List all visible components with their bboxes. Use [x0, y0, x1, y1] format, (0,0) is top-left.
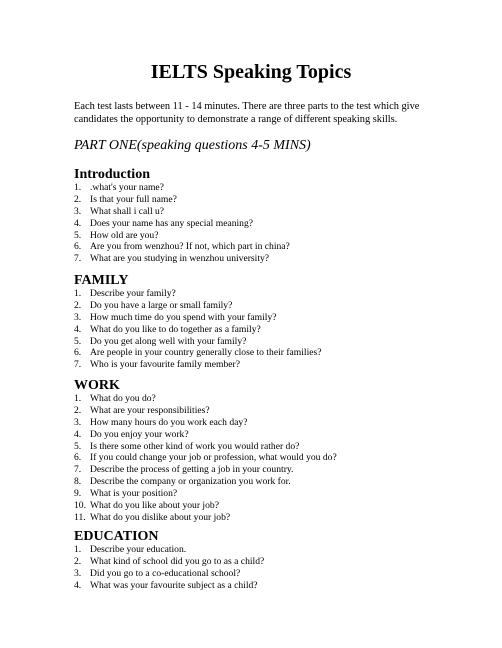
question-text: Describe the process of getting a job in your country. [90, 464, 294, 476]
question-number: 4. [74, 579, 82, 591]
question-text: Describe your family? [90, 288, 176, 299]
question-text: What was your favourite subject as a child? [90, 579, 258, 591]
question-number: 10. [74, 500, 86, 512]
question-text: Did you go to a co-educational school? [90, 567, 241, 579]
question-text: Are you from wenzhou? If not, which part in china? [90, 241, 290, 253]
list-item [74, 218, 454, 230]
list-item [74, 288, 454, 300]
question-number: 4. [74, 323, 82, 335]
list-item [74, 336, 454, 348]
list-item [74, 194, 454, 206]
list-item [74, 182, 454, 194]
section-heading: EDUCATION [74, 529, 159, 544]
section-work [74, 377, 454, 524]
list-item [74, 405, 454, 417]
question-number: 6. [74, 452, 82, 464]
question-number: 2. [74, 404, 82, 416]
list-item [74, 206, 454, 218]
list-item [74, 500, 454, 512]
question-number: 6. [74, 241, 82, 253]
question-number: 5. [74, 335, 82, 347]
question-list [74, 182, 454, 265]
question-number: 3. [74, 311, 82, 323]
section-education [74, 528, 454, 592]
list-item [74, 544, 454, 556]
question-text: Do you have a large or small family? [90, 299, 233, 311]
question-number: 9. [74, 488, 82, 500]
question-number: 5. [74, 229, 82, 241]
list-item [74, 393, 454, 405]
list-item [74, 230, 454, 242]
question-text: What do you dislike about your job? [90, 511, 231, 523]
question-number: 1. [74, 393, 82, 404]
list-item [74, 417, 454, 429]
section-heading: Introduction [74, 167, 150, 182]
question-number: 1. [74, 288, 82, 299]
list-item [74, 441, 454, 453]
question-number: 3. [74, 567, 82, 579]
list-item [74, 488, 454, 500]
question-number: 4. [74, 428, 82, 440]
question-number: 3. [74, 416, 82, 428]
question-text: What shall i call u? [90, 205, 165, 217]
question-text: What are you studying in wenzhou university? [90, 253, 270, 265]
question-text: What do you like about your job? [90, 500, 219, 512]
question-text: How many hours do you work each day? [90, 416, 248, 428]
part-one-heading: PART ONE(speaking questions 4-5 MINS) [74, 138, 311, 153]
list-item [74, 464, 454, 476]
question-number: 5. [74, 440, 82, 452]
question-list [74, 288, 454, 371]
list-item [74, 312, 454, 324]
question-text: Describe your education. [90, 544, 187, 555]
question-number: 2. [74, 193, 82, 205]
question-text: What are your responsibilities? [90, 404, 210, 416]
question-text: How much time do you spend with your family? [90, 311, 277, 323]
question-number: 4. [74, 217, 82, 229]
question-text: What kind of school did you go to as a child? [90, 555, 265, 567]
list-item [74, 452, 454, 464]
section-introduction [74, 166, 454, 265]
question-text: What do you do? [90, 393, 156, 404]
question-text: Are people in your country generally close to their families? [90, 347, 322, 359]
list-item [74, 359, 454, 371]
question-list [74, 544, 454, 592]
question-number: 11. [74, 511, 86, 523]
question-text: What is your position? [90, 488, 178, 500]
list-item [74, 324, 454, 336]
list-item [74, 241, 454, 253]
question-text: What do you like to do together as a family? [90, 323, 261, 335]
question-number: 1. [74, 544, 82, 555]
question-text: Is there some other kind of work you would rather do? [90, 440, 300, 452]
question-text: How old are you? [90, 229, 159, 241]
question-text: Do you enjoy your work? [90, 428, 189, 440]
list-item [74, 568, 454, 580]
page-title: IELTS Speaking Topics [150, 61, 352, 83]
section-family [74, 272, 454, 371]
section-heading: WORK [74, 378, 120, 393]
list-item [74, 556, 454, 568]
intro-paragraph: Each test lasts between 11 - 14 minutes. There are three parts to the test which give candidates the opportunity to demonstrate a range of different speaking skills. [74, 101, 420, 125]
list-item [74, 580, 454, 592]
question-number: 7. [74, 464, 82, 476]
list-item [74, 300, 454, 312]
list-item [74, 512, 454, 524]
list-item [74, 429, 454, 441]
question-number: 2. [74, 299, 82, 311]
question-number: 8. [74, 476, 82, 488]
list-item [74, 347, 454, 359]
question-text: Who is your favourite family member? [90, 359, 240, 371]
question-text: Does your name has any special meaning? [90, 217, 254, 229]
section-heading: FAMILY [74, 273, 129, 288]
question-text: Is that your full name? [90, 193, 177, 205]
question-number: 3. [74, 205, 82, 217]
question-text: If you could change your job or profession, what would you do? [90, 452, 337, 464]
question-text: .what's your name? [90, 182, 164, 193]
question-text: Do you get along well with your family? [90, 335, 247, 347]
question-text: Describe the company or organization you work for. [90, 476, 291, 488]
question-number: 2. [74, 555, 82, 567]
list-item [74, 253, 454, 265]
question-number: 7. [74, 359, 82, 371]
question-number: 7. [74, 253, 82, 265]
list-item [74, 476, 454, 488]
question-list [74, 393, 454, 524]
question-number: 1. [74, 182, 82, 193]
question-number: 6. [74, 347, 82, 359]
